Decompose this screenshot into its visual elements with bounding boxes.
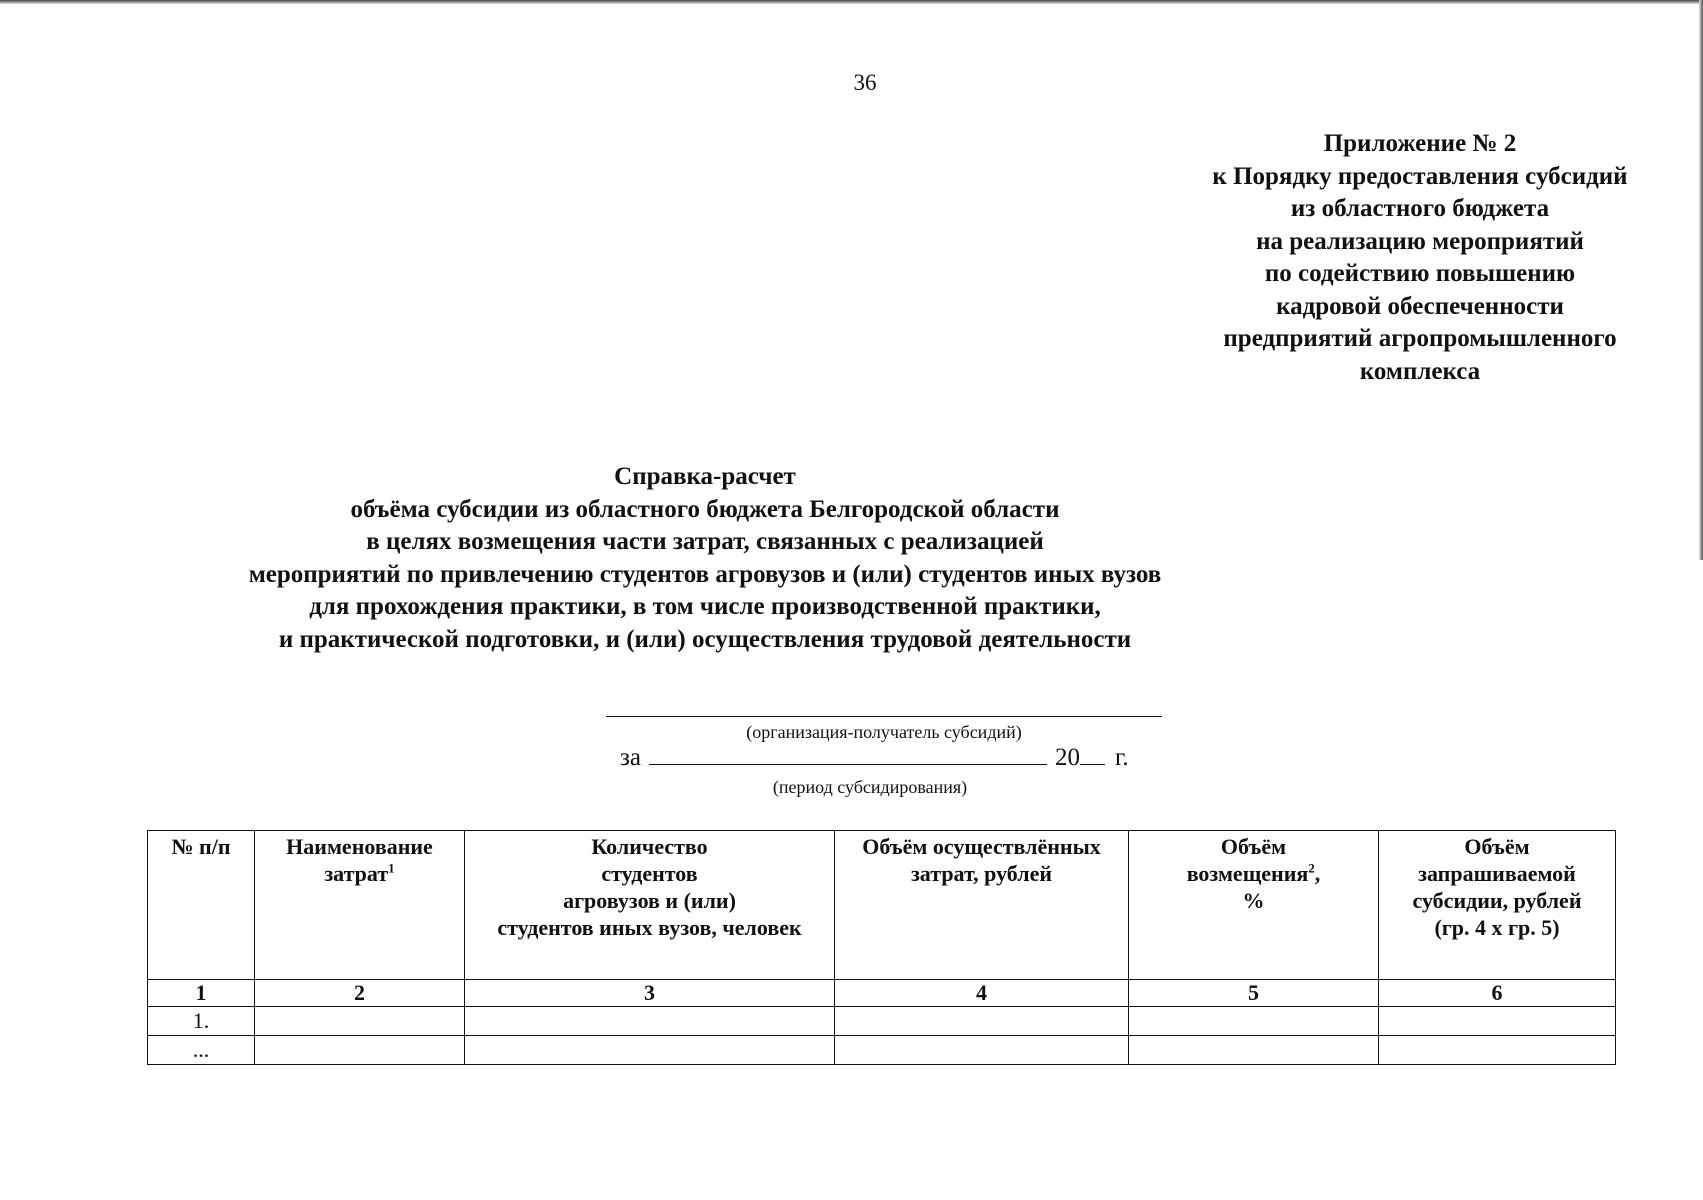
column-number-row <box>148 980 1616 1007</box>
period-row <box>620 744 1129 772</box>
title-line: Справка-расчет <box>614 463 796 490</box>
year-prefix: 20 <box>1054 744 1080 771</box>
table-cell: ... <box>148 1036 255 1065</box>
title-line: для прохождения практики, в том числе производственной практики, <box>309 593 1101 620</box>
table-row <box>148 1007 1616 1036</box>
appendix-block <box>1160 128 1680 388</box>
table-header-row <box>148 831 1616 980</box>
header-requested-subsidy: Объём запрашиваемой субсидии, рублей (гр. 4 х гр. 5) <box>1379 831 1616 980</box>
header-number: № п/п <box>148 831 255 980</box>
year-suffix: г. <box>1114 744 1129 771</box>
period-blank-line <box>649 763 1047 765</box>
scan-edge-top <box>0 0 1703 4</box>
appendix-line: комплекса <box>1359 357 1481 385</box>
footnote-2-mark: 2 <box>1308 860 1315 876</box>
appendix-line: на реализацию мероприятий <box>1256 227 1584 255</box>
table-cell <box>465 1036 835 1065</box>
column-number: 4 <box>835 980 1129 1007</box>
year-blank-line <box>1080 763 1105 765</box>
header-costs-incurred: Объём осуществлённых затрат, рублей <box>835 831 1129 980</box>
table-cell: 1. <box>148 1007 255 1036</box>
header-student-count: Количество студентов агровузов и (или) студентов иных вузов, человек <box>465 831 835 980</box>
title-line: объёма субсидии из областного бюджета Белгородской области <box>350 495 1060 523</box>
document-title <box>0 461 1410 656</box>
table-cell <box>1129 1036 1379 1065</box>
appendix-line: по содействию повышению <box>1264 260 1576 287</box>
header-reimbursement-rate: Объём возмещения$^2$, % <box>1129 831 1379 980</box>
column-number: 2 <box>255 980 465 1007</box>
recipient-blank-line <box>606 716 1162 717</box>
column-number: 5 <box>1129 980 1379 1007</box>
title-line: в целях возмещения части затрат, связанных с реализацией <box>366 528 1044 555</box>
table-cell <box>465 1007 835 1036</box>
appendix-line: к Порядку предоставления субсидий <box>1212 162 1628 190</box>
table-cell <box>1379 1036 1616 1065</box>
table-cell <box>255 1007 465 1036</box>
column-number: 3 <box>465 980 835 1007</box>
title-line: мероприятий по привлечению студентов агровузов и (или) студентов иных вузов <box>248 560 1162 588</box>
page-number: 36 <box>853 70 877 95</box>
footnote-1-mark: 1 <box>388 860 395 876</box>
table-cell <box>1129 1007 1379 1036</box>
header-cost-name: Наименование затрат$^1$ <box>255 831 465 980</box>
recipient-caption: (организация-получатель субсидий) <box>746 722 1022 742</box>
appendix-line: предприятий агропромышленного <box>1223 325 1617 352</box>
appendix-line: из областного бюджета <box>1290 195 1550 222</box>
appendix-line: кадровой обеспеченности <box>1276 292 1564 320</box>
appendix-line: Приложение № 2 <box>1323 130 1517 157</box>
calculation-table <box>147 830 1616 1065</box>
table-cell <box>835 1007 1129 1036</box>
table-cell <box>835 1036 1129 1065</box>
column-number: 1 <box>148 980 255 1007</box>
table-cell <box>1379 1007 1616 1036</box>
column-number: 6 <box>1379 980 1616 1007</box>
table-row <box>148 1036 1616 1065</box>
table-cell <box>255 1036 465 1065</box>
period-prefix: за <box>620 744 641 771</box>
period-caption: (период субсидирования) <box>772 777 968 797</box>
title-line: и практической подготовки, и (или) осуществления трудовой деятельности <box>278 625 1132 653</box>
